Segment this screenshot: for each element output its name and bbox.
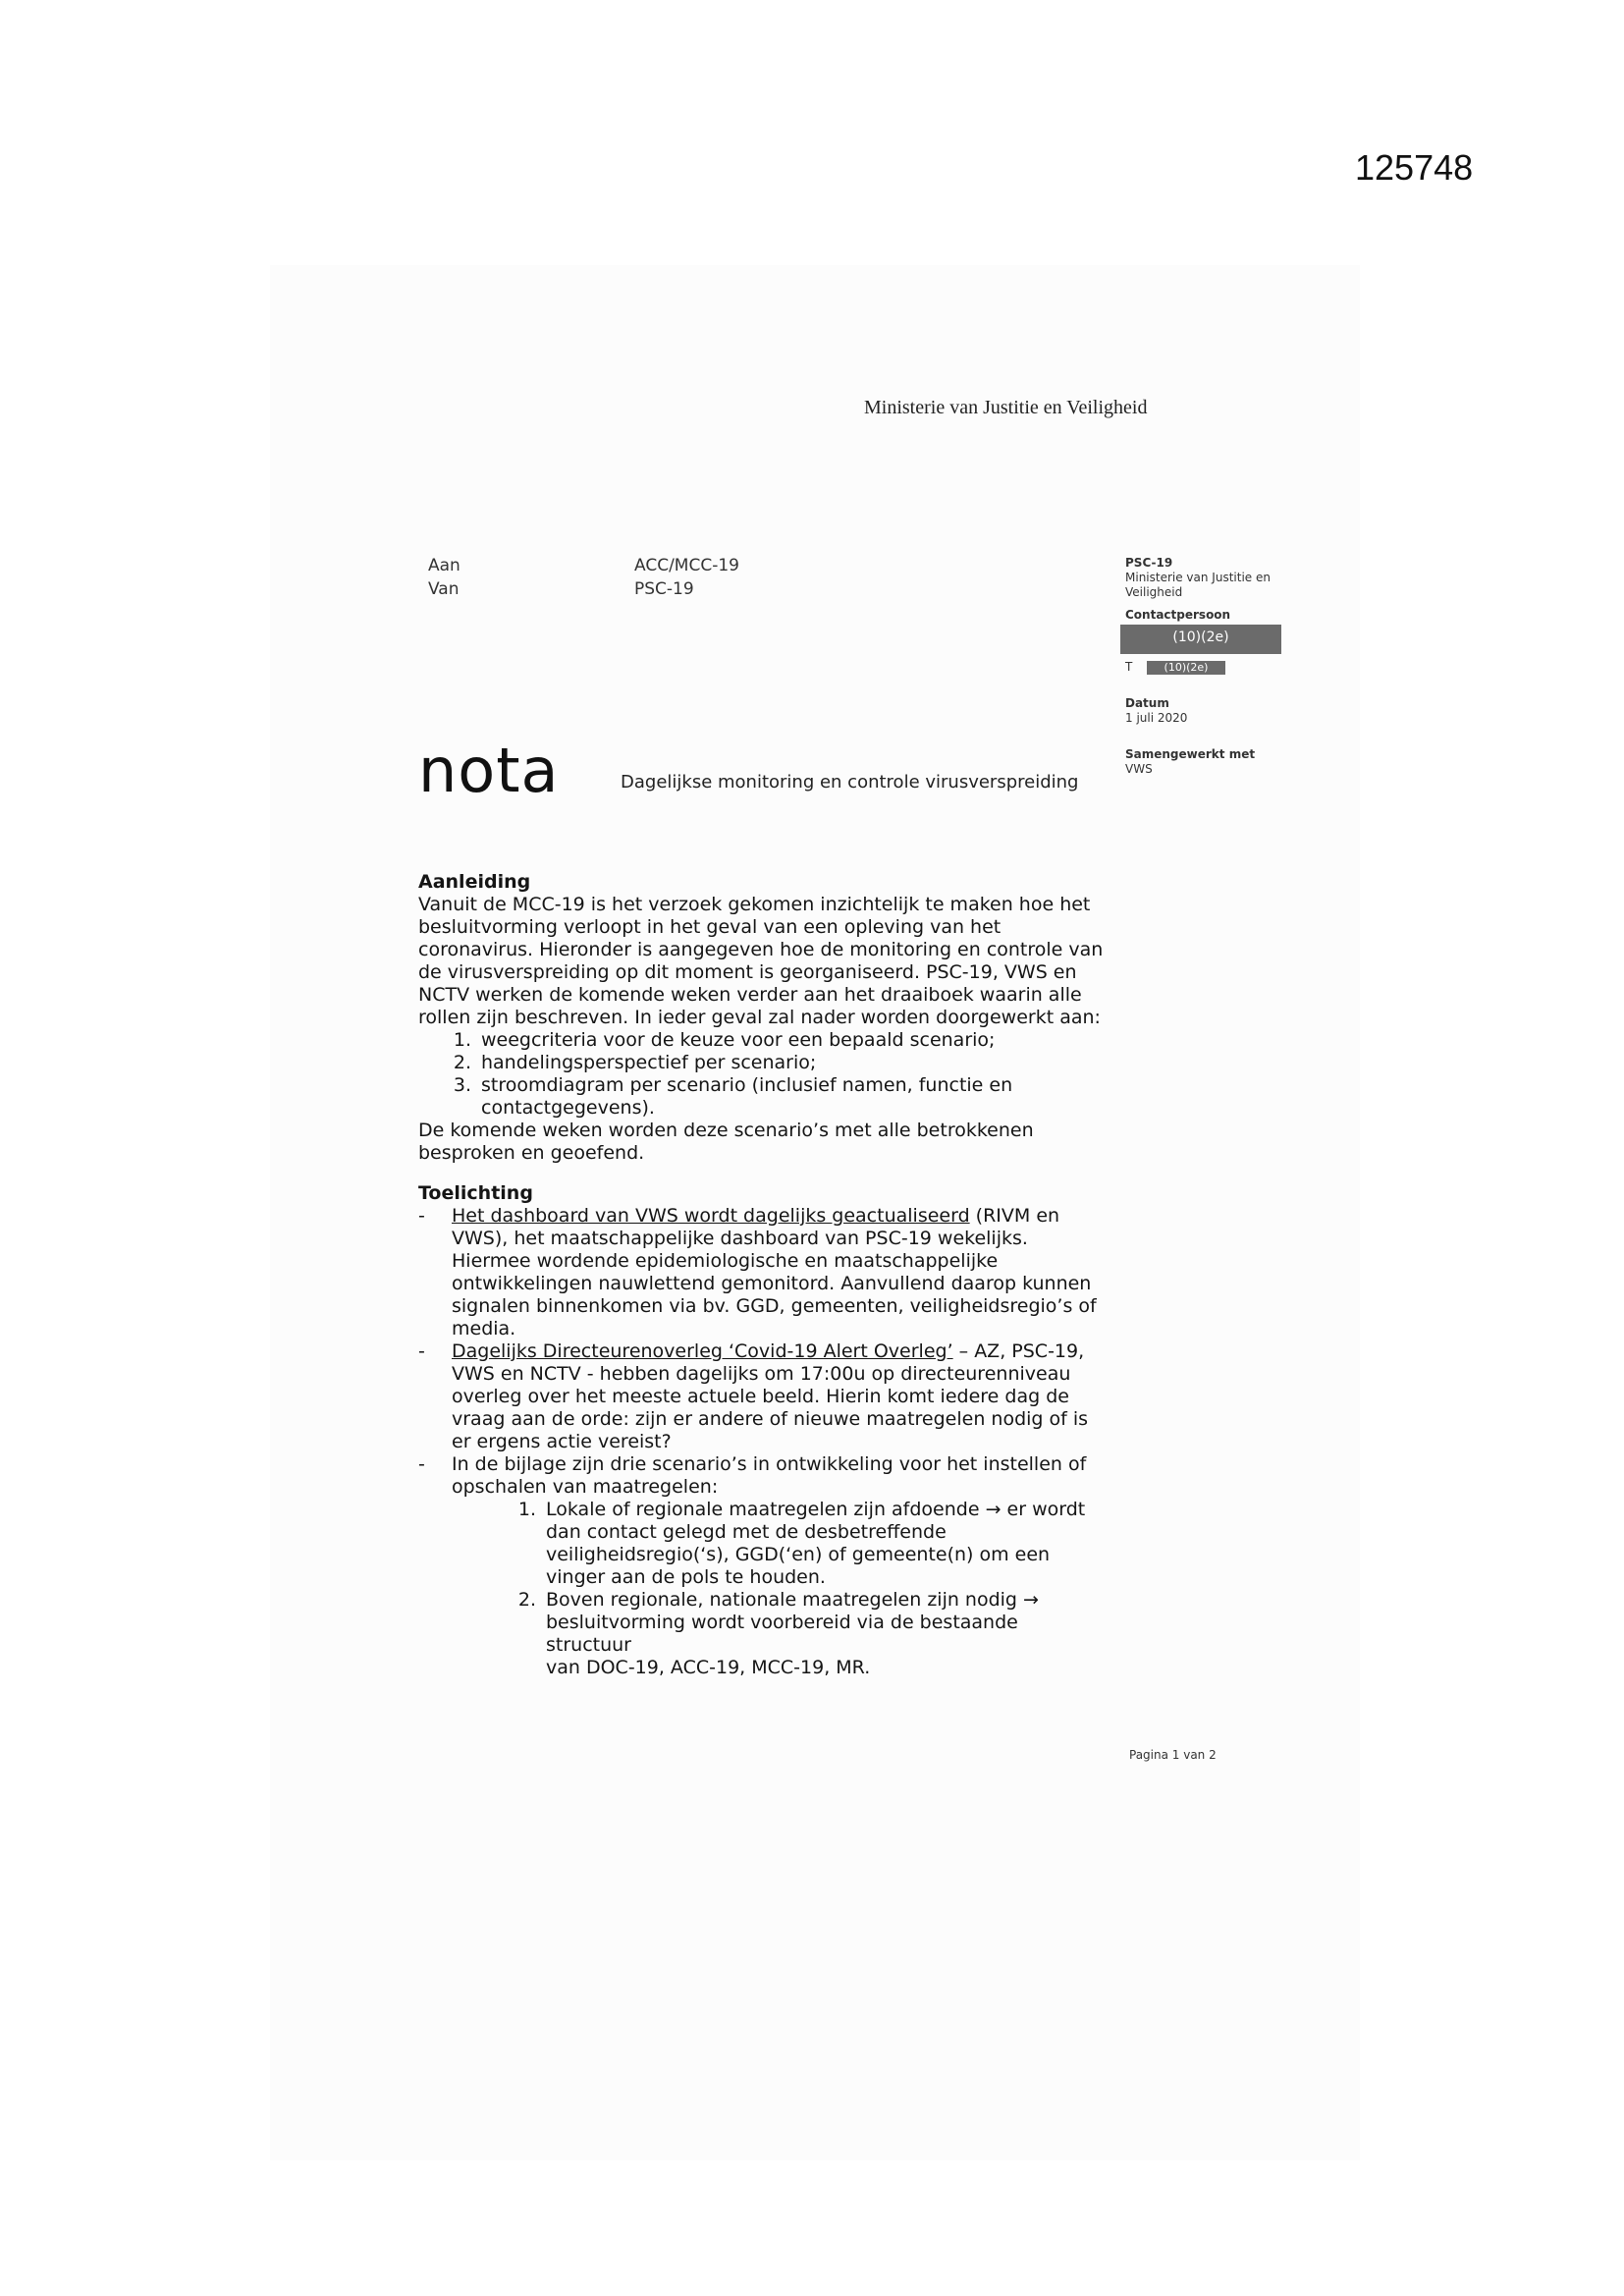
bullet-line: vraag aan de orde: zijn er andere of nieuwe maatregelen nodig of is	[452, 1408, 1089, 1430]
document-type-title: nota	[418, 735, 560, 806]
bullet-underlined: Het dashboard van VWS wordt dagelijks geactualiseerd	[452, 1205, 970, 1227]
list-number: 3.	[453, 1074, 471, 1096]
sidebar-org-sub: Ministerie van Justitie en Veiligheid	[1125, 571, 1271, 599]
bullet-line: media.	[452, 1318, 516, 1339]
bullet-dash: -	[418, 1453, 425, 1475]
bullet-line: ontwikkelingen nauwlettend gemonitord. Aanvullend daarop kunnen	[452, 1273, 1092, 1294]
bullet-text: – AZ, PSC-19,	[952, 1340, 1085, 1362]
sidebar-meta	[1125, 556, 1282, 777]
aan-label: Aan	[428, 556, 460, 575]
phone-prefix: T	[1125, 660, 1133, 674]
section-aanleiding	[418, 871, 1106, 1165]
sublist-line: van DOC-19, ACC-19, MCC-19, MR.	[546, 1657, 871, 1678]
bullet-item	[418, 1205, 1106, 1340]
phone-row	[1125, 660, 1282, 675]
sublist-item	[452, 1499, 1106, 1589]
sublist-line: besluitvorming wordt voorbereid via de bestaande structuur	[546, 1612, 1018, 1656]
bullet-text: (RIVM en	[969, 1205, 1060, 1227]
aan-value: ACC/MCC-19	[634, 556, 739, 575]
list-number: 2.	[453, 1052, 471, 1073]
list-text-line: stroomdiagram per scenario (inclusief namen, functie en	[481, 1074, 1013, 1096]
sublist-line: Boven regionale, nationale maatregelen zijn nodig →	[546, 1589, 1039, 1611]
aanleiding-line: coronavirus. Hieronder is aangegeven hoe de monitoring en controle van	[418, 939, 1104, 960]
aanleiding-closing: besproken en geoefend.	[418, 1142, 645, 1164]
section-toelichting	[418, 1182, 1106, 1679]
address-labels	[428, 554, 460, 601]
aanleiding-line: besluitvorming verloopt in het geval van een opleving van het	[418, 916, 1001, 938]
bullet-dash: -	[418, 1340, 425, 1362]
aanleiding-heading: Aanleiding	[418, 871, 531, 893]
aanleiding-closing: De komende weken worden deze scenario’s met alle betrokkenen	[418, 1120, 1034, 1141]
page-number: Pagina 1 van 2	[1129, 1748, 1217, 1762]
list-number: 1.	[453, 1029, 471, 1051]
sublist-number: 1.	[517, 1499, 536, 1520]
aanleiding-line: rollen zijn beschreven. In ieder geval zal nader worden doorgewerkt aan:	[418, 1007, 1101, 1028]
list-text: handelingsperspectief per scenario;	[481, 1052, 817, 1073]
list-item	[418, 1074, 1106, 1120]
subject-line: Dagelijkse monitoring en controle virusverspreiding	[621, 772, 1079, 793]
list-item	[418, 1052, 1106, 1074]
address-values	[634, 554, 739, 601]
bullet-item	[418, 1340, 1106, 1453]
sublist-item	[452, 1589, 1106, 1679]
phone-redaction: (10)(2e)	[1147, 661, 1225, 675]
bullet-line: VWS), het maatschappelijke dashboard van PSC-19 wekelijks.	[452, 1228, 1028, 1249]
list-item	[418, 1029, 1106, 1052]
list-text: weegcriteria voor de keuze voor een bepaald scenario;	[481, 1029, 996, 1051]
bullet-line: In de bijlage zijn drie scenario’s in ontwikkeling voor het instellen of	[452, 1453, 1087, 1475]
van-label: Van	[428, 579, 460, 599]
document-number: 125748	[1355, 147, 1474, 188]
toelichting-heading: Toelichting	[418, 1182, 533, 1204]
sidebar-org: PSC-19	[1125, 556, 1173, 570]
contact-redaction: (10)(2e)	[1120, 625, 1281, 654]
sublist-text	[546, 1589, 1106, 1679]
bullet-line: overleg over het meeste actuele beeld. Hierin komt iedere dag de	[452, 1386, 1069, 1407]
bullet-line: er ergens actie vereist?	[452, 1431, 672, 1452]
sublist-text	[546, 1499, 1106, 1589]
date-label: Datum	[1125, 696, 1169, 710]
sublist-line: veiligheidsregio(‘s), GGD(‘en) of gemeente(n) om een	[546, 1544, 1051, 1565]
bullet-underlined: Dagelijks Directeurenoverleg ‘Covid-19 Alert Overleg’	[452, 1340, 953, 1362]
bullet-item	[418, 1453, 1106, 1679]
van-value: PSC-19	[634, 579, 694, 599]
sublist-number: 2.	[517, 1589, 536, 1611]
contact-label: Contactpersoon	[1125, 608, 1231, 622]
sublist-line: Lokale of regionale maatregelen zijn afdoende → er wordt	[546, 1499, 1086, 1520]
aanleiding-line: de virusverspreiding op dit moment is georganiseerd. PSC-19, VWS en	[418, 961, 1077, 983]
aanleiding-line: NCTV werken de komende weken verder aan het draaiboek waarin alle	[418, 984, 1082, 1006]
list-text	[481, 1074, 1106, 1120]
bullet-line: opschalen van maatregelen:	[452, 1476, 719, 1498]
aanleiding-line: Vanuit de MCC-19 is het verzoek gekomen inzichtelijk te maken hoe het	[418, 894, 1091, 915]
list-text-line: contactgegevens).	[481, 1097, 655, 1119]
bullet-line: signalen binnenkomen via bv. GGD, gemeenten, veiligheidsregio’s of	[452, 1295, 1097, 1317]
sublist-line: dan contact gelegd met de desbetreffende	[546, 1521, 947, 1543]
date-value: 1 juli 2020	[1125, 711, 1188, 725]
ministry-name: Ministerie van Justitie en Veiligheid	[864, 397, 1148, 418]
sublist-line: vinger aan de pols te houden.	[546, 1566, 826, 1588]
collab-value: VWS	[1125, 762, 1153, 776]
bullet-dash: -	[418, 1205, 425, 1227]
bullet-line: VWS en NCTV - hebben dagelijks om 17:00u op directeurenniveau	[452, 1363, 1071, 1385]
bullet-line: Hiermee wordende epidemiologische en maatschappelijke	[452, 1250, 999, 1272]
collab-label: Samengewerkt met	[1125, 747, 1256, 761]
